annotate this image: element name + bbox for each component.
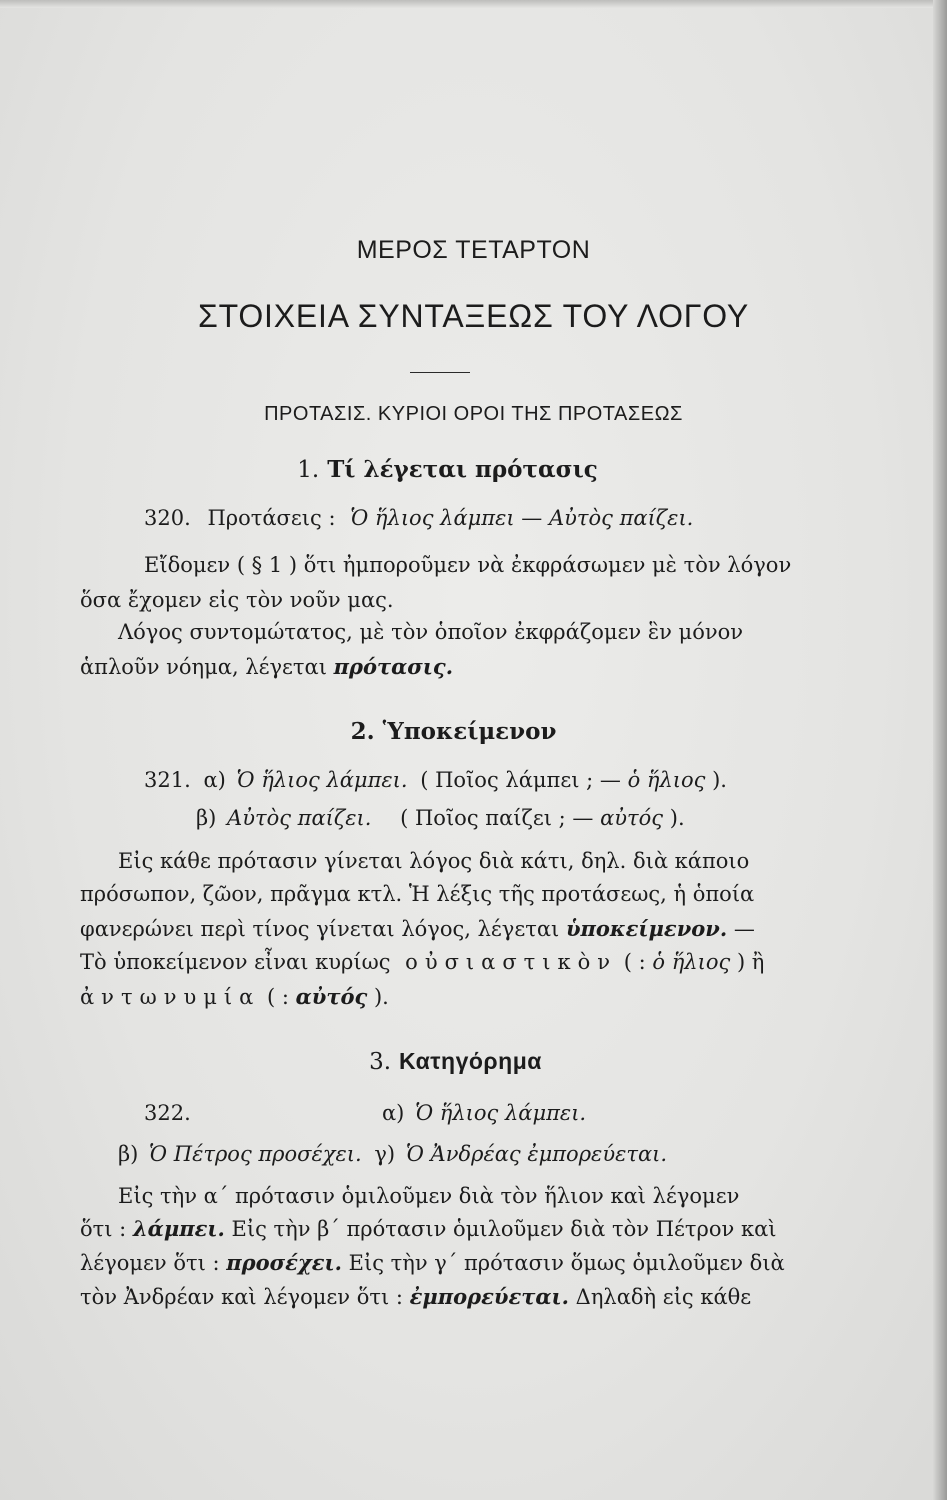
p320-line-2: ὅσα ἔχομεν εἰς τὸν νοῦν μας.	[80, 588, 394, 612]
p320-label: Προτάσεις :	[207, 506, 336, 530]
p322-number: 322.	[144, 1101, 191, 1125]
p320-dash: —	[521, 506, 543, 530]
subheading-2-number: 2.	[350, 718, 375, 745]
p320-line-3: Λόγος συντομώτατος, μὲ τὸν ὁποῖον ἐκφράζομεν ἓν μόνον	[118, 620, 744, 644]
p322-line-2-rest: Εἰς τὴν β΄ πρότασιν ὁμιλοῦμεν διὰ τὸν Πέτρον καὶ	[231, 1217, 777, 1241]
main-title: ΣΤΟΙΧΕΙΑ ΣΥΝΤΑΞΕΩΣ ΤΟΥ ΛΟΓΟΥ	[197, 298, 750, 334]
p322-line-3-text: λέγομεν ὅτι :	[80, 1251, 220, 1275]
p320-example-2: Αὐτὸς παίζει.	[548, 506, 694, 530]
p320-line-4	[80, 656, 453, 678]
subheading-3	[0, 1048, 929, 1075]
p321-line-4-text: Τὸ ὑποκείμενον εἶναι κυρίως	[80, 950, 391, 974]
p320-line-4-text: ἁπλοῦν νόημα, λέγεται	[80, 655, 327, 679]
p322-line-2-text: ὅτι :	[80, 1217, 127, 1241]
p321-a-answer: ὁ ἥλιος	[627, 768, 706, 792]
p322-a-example: Ὁ ἥλιος λάμπει.	[415, 1101, 587, 1125]
page-top-shadow	[0, 0, 947, 8]
subheading-3-title: Κατηγόρημα	[399, 1048, 542, 1074]
p321-a-question: ( Ποῖος λάμπει ; —	[420, 768, 621, 792]
p322-line-a	[382, 1103, 586, 1124]
p320-example-line	[144, 508, 693, 529]
p322-line-4-rest: Δηλαδὴ εἰς κάθε	[575, 1285, 752, 1309]
p321-b-close: ).	[669, 806, 685, 830]
p322-c-label: γ)	[374, 1142, 396, 1166]
p321-a-close: ).	[712, 768, 727, 792]
subheading-2	[0, 718, 927, 745]
term-hypokeimenon: ὑποκείμενον.	[565, 916, 728, 941]
section-heading: ΠΡΟΤΑΣΙΣ. ΚΥΡΙΟΙ ΟΡΟΙ ΤΗΣ ΠΡΟΤΑΣΕΩΣ	[264, 403, 683, 425]
p322-line-3-rest: Εἰς τὴν γ΄ πρότασιν ὅμως ὁμιλοῦμεν διὰ	[348, 1251, 785, 1275]
p321-number: 321.	[144, 768, 191, 792]
p321-line-5-example: αὐτός	[295, 984, 368, 1009]
p322-line-3	[80, 1252, 785, 1274]
subheading-2-title: Ὑποκείμενον	[382, 718, 557, 745]
title-divider	[410, 372, 470, 373]
p321-line-a	[144, 770, 727, 791]
subheading-1-number: 1.	[297, 457, 320, 483]
p321-b-label: β)	[196, 806, 217, 830]
p322-line-bc	[118, 1144, 667, 1165]
p321-line-5-close: ).	[373, 985, 389, 1009]
p322-b-label: β)	[118, 1142, 139, 1166]
term-prosechei: προσέχει.	[226, 1250, 342, 1275]
p321-line-5-open: ( :	[266, 985, 289, 1009]
p321-line-3-text: φανερώνει περὶ τίνος γίνεται λόγος, λέγεται	[80, 917, 560, 941]
p320-example-1: Ὁ ἥλιος λάμπει	[350, 506, 515, 530]
p321-b-answer: αὐτός	[600, 806, 664, 830]
p321-line-2: πρόσωπον, ζῶον, πρᾶγμα κτλ. Ἡ λέξις τῆς προτάσεως, ἡ ὁποία	[80, 882, 755, 906]
p322-c-example: Ὁ Ἀνδρέας ἐμπορεύεται.	[405, 1142, 668, 1166]
p322-a-label: α)	[382, 1101, 405, 1125]
p321-line-4-example: ὁ ἥλιος	[652, 950, 731, 974]
term-lampei: λάμπει.	[132, 1216, 225, 1241]
p321-line-3-dash: —	[733, 917, 755, 941]
term-protasis: πρότασις.	[333, 654, 454, 679]
p322-line-1: Εἰς τὴν α΄ πρότασιν ὁμιλοῦμεν διὰ τὸν ἥλιον καὶ λέγομεν	[118, 1184, 740, 1208]
p322-line-4-text: τὸν Ἀνδρέαν καὶ λέγομεν ὅτι :	[80, 1285, 403, 1309]
p322-line-2	[80, 1218, 777, 1240]
subheading-1-title: Τί λέγεται πρότασις	[327, 456, 598, 483]
p321-line-4-close: ) ἢ	[736, 950, 765, 974]
p321-b-question: ( Ποῖος παίζει ; —	[400, 806, 594, 830]
subheading-3-number: 3.	[369, 1049, 392, 1075]
term-ousiastikon: οὐσιαστικὸν	[405, 950, 618, 974]
p321-line-3	[80, 918, 755, 940]
p321-line-1: Εἰς κάθε πρότασιν γίνεται λόγος διὰ κάτι, δηλ. διὰ κάποιο	[118, 849, 750, 873]
p321-line-4-open: ( :	[623, 950, 646, 974]
term-antonymia: ἀντωνυμία	[80, 985, 261, 1009]
p320-line-1: Εἴδομεν ( § 1 ) ὅτι ἠμποροῦμεν νὰ ἐκφράσωμεν μὲ τὸν λόγον	[144, 553, 792, 577]
p321-line-b	[196, 808, 685, 829]
p321-line-4	[80, 952, 764, 973]
p320-number: 320.	[144, 506, 191, 530]
p322-line-4	[80, 1286, 751, 1308]
part-title: ΜΕΡΟΣ ΤΕΤΑΡΤΟΝ	[356, 236, 591, 264]
p321-a-label: α)	[203, 768, 226, 792]
subheading-1	[0, 456, 921, 483]
p322-b-example: Ὁ Πέτρος προσέχει.	[149, 1142, 362, 1166]
term-emporeuetai: ἐμπορεύεται.	[409, 1284, 569, 1309]
page-right-edge	[933, 0, 947, 1500]
p321-a-example: Ὁ ἥλιος λάμπει.	[236, 768, 408, 792]
p321-b-example: Αὐτὸς παίζει.	[227, 806, 372, 830]
p321-line-5	[80, 986, 389, 1008]
